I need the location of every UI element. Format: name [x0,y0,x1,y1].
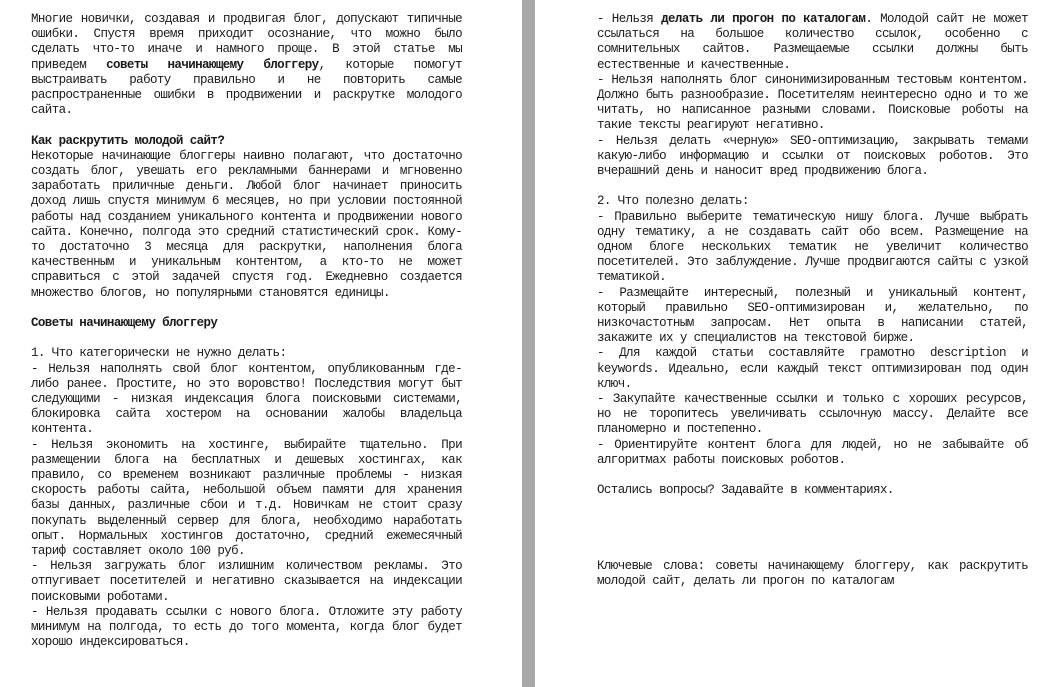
item-text-start: - Нельзя [597,12,662,26]
intro-paragraph [31,12,462,118]
list-item: - Нельзя продавать ссылки с нового блога. Отложите эту работу минимум на полгода, то есть до того момента, когда блог будет хорошо индексироваться. [31,604,462,650]
list-item: - Нельзя наполнять свой блог контентом, опубликованным где-либо ранее. Простите, но это воровство! Последствия могут быт следующими - низкая индексация блога поисковыми системами, блокировка сайта хостером на основании жалобы владельца контента. [31,361,462,437]
heading-how-to-promote: Как раскрутить молодой сайт? [31,133,225,148]
list-item: - Нельзя наполнять блог синонимизированным тестовым контентом. Должно быть разнообразие. Посетителям неинтересно одно и то же читать, но написанное разными словами. Поисковые роботы на такие тексты реагируют негативно. [597,72,1028,133]
list-item: - Ориентируйте контент блога для людей, но не забывайте об алгоритмах работы поисковых роботов. [597,437,1028,467]
intro-bold-phrase: советы начинающему блоггеру [106,57,319,72]
item-bold-phrase: делать ли прогон по каталогам [661,12,866,26]
list-item: - Нельзя экономить на хостинге, выбирайте тщательно. При размещении блога на бесплатных и дешевых хостингах, как правило, со временем возникают различные проблемы - низкая скорость работы сайта, небольшой объем памяти для хранения базы данных, различные сбои и т.д. Новичкам не стоит сразу покупать выделенный сервер для блога, необходимо наработать опыт. Нормальных хостингов достаточно, средний ежемесячный тариф составляет около 100 руб. [31,437,462,559]
list-item: - Правильно выберите тематическую нишу блога. Лучше выбрать одну тематику, а не создавать сайт обо всем. Размещение на одном блоге нескольких тематик не увеличит количество посетителей. Это заблуждение. Лучше продвигаются сайты с узкой тематикой. [597,209,1028,285]
intro-text-end: , которые помогут выстраивать работу правильно и не повторить самые распространенные ошибки в продвижении и раскрутке молодого сайта. [31,57,462,118]
list-item: - Для каждой статьи составляйте грамотно description и keywords. Идеально, если каждый текст оптимизирован под один ключ. [597,346,1028,391]
heading-tips: Советы начинающему блоггеру [31,316,218,331]
list-title-dont: 1. Что категорически не нужно делать: [31,346,287,361]
list-item: - Нельзя загружать блог излишним количеством рекламы. Это отпугивает посетителей и негативно сказывается на индексации поисковыми роботами. [31,559,462,604]
list-title-do: 2. Что полезно делать: [597,194,749,209]
paragraph-promotion: Некоторые начинающие блоггеры наивно полагают, что достаточно создать блог, увешать его рекламными баннерами и мгновенно заработать приличные деньги. Любой блог начинает приносить доход лишь спустя минимум 6 месяцев, но при условии постоянной работы над созданием уникального контента и продвижении нового сайта. Конечно, полгода это средний статистический срок. Кому-то достаточно 3 месяца для раскрутки, наполнения блога качественным и уникальным контентом, а кто-то не может справиться с этой задачей спустя год. Ежедневно создается множество блогов, но популярными становятся единицы. [31,148,462,300]
text-column-left [31,12,462,650]
keywords-line: Ключевые слова: советы начинающему блоггеру, как раскрутить молодой сайт, делать ли прогон по каталогам [597,559,1028,589]
list-item: - Закупайте качественные ссылки и только с хороших ресурсов, но не торопитесь увеличивать ссылочную массу. Делайте все планомерно и постепенно. [597,392,1028,437]
text-column-right [597,12,1028,590]
intro-text-start: Многие новички, создавая и продвигая блог, допускают типичные ошибки. Спустя время приходит осознание, что можно было сделать что-то иначе и намного проще. В этой статье мы приведем [31,12,462,72]
list-item: - Нельзя делать «черную» SEO-оптимизацию, закрывать темами какую-либо информацию и ссылки от поисковых роботов. Это вчерашний день и наносит вред продвижению блога. [597,133,1028,179]
list-item [597,12,1028,73]
item-text-end: . Молодой сайт не может ссылаться на большое количество ссылок, особенно с сомнительных сайтов. Размещаемые ссылки должны быть естественные и качественные. [597,12,1028,72]
document-page-left [0,0,522,687]
closing-question: Остались вопросы? Задавайте в комментариях. [597,483,894,498]
document-page-right [535,0,1048,687]
list-item: - Размещайте интересный, полезный и уникальный контент, который правильно SEO-оптимизирован и, желательно, по низкочастотным запросам. Нет опыта в написании статей, закажите их у специалистов на текстовой бирже. [597,285,1028,346]
page-gutter [522,0,535,687]
